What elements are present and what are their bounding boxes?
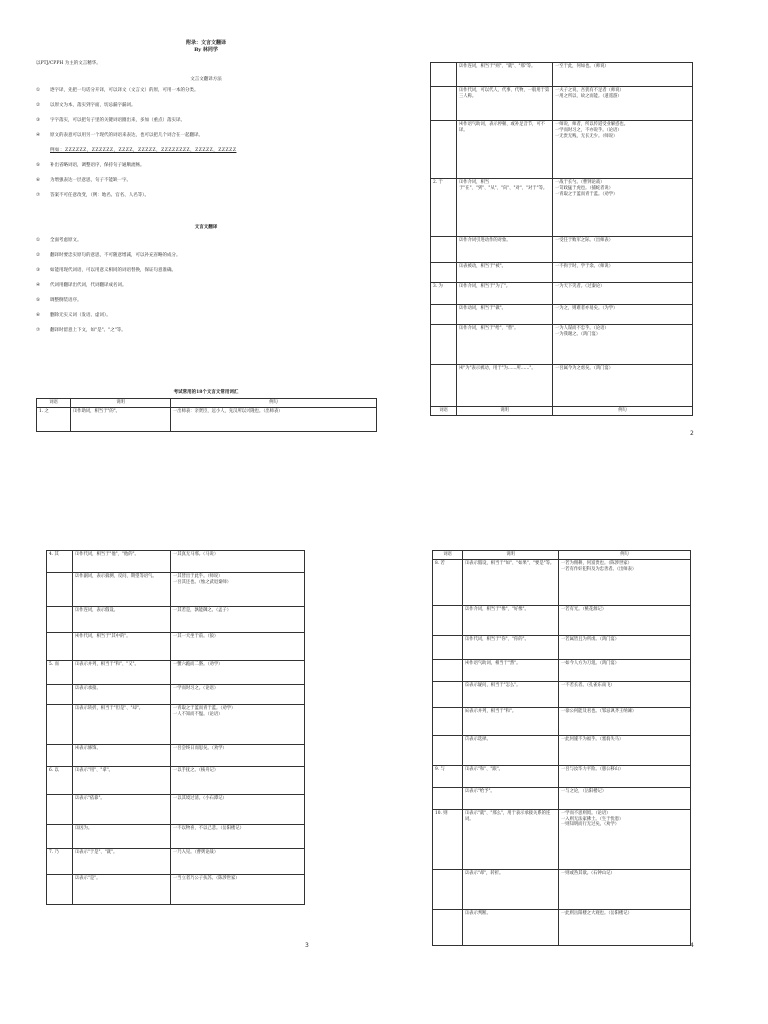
word-cell xyxy=(433,605,463,635)
list-item-number: ⑦ xyxy=(36,328,41,333)
example-cell: 一师说，师者，所以传道受业解惑也。 一学而时习之，不亦说乎。（论语） 一无贵无贱，无长无少。（师说） xyxy=(553,121,693,179)
example-cell: 一其真无马邪。（马说） xyxy=(171,551,305,573)
vocab-table-page3 xyxy=(46,550,305,905)
page-number: 4 xyxy=(690,942,694,949)
example-cell: 一不以物喜，不以己悲。（岳阳楼记） xyxy=(171,825,305,849)
description-cell: ⑺表示选择。 xyxy=(463,735,559,765)
example-cell: 一徐公何能及君也。（邹忌讽齐王纳谏） xyxy=(559,707,691,735)
list-item-text: 如能用现代词语，可以用意义相同的词语替换，保证句意准确。 xyxy=(50,268,176,273)
list-item-number: ⑥ xyxy=(36,313,41,318)
list-item-number: ⑥ xyxy=(36,178,41,183)
description-cell: ⑹表示并列，相当于"和"。 xyxy=(463,707,559,735)
page-number: 3 xyxy=(305,942,309,949)
table-row xyxy=(433,809,691,869)
table-row xyxy=(47,849,305,875)
col-header-word: 词语 xyxy=(37,399,71,408)
table-row xyxy=(433,659,691,681)
table-row xyxy=(47,795,305,825)
word-cell xyxy=(47,607,73,633)
list-item xyxy=(36,238,366,244)
table-row xyxy=(47,745,305,767)
list-item-text: 代词用翻译出代词，代词翻译成名词。 xyxy=(50,283,127,288)
word-cell xyxy=(433,659,463,681)
word-cell: 8. 若 xyxy=(433,559,463,605)
list-item xyxy=(36,313,366,319)
description-cell: ⑵作动词，相当于"做"。 xyxy=(457,305,553,325)
list-item-number: ① xyxy=(36,88,41,93)
table-row xyxy=(433,909,691,945)
word-cell xyxy=(431,87,457,121)
table-row xyxy=(431,283,693,305)
list-item xyxy=(36,298,366,304)
description-cell: ⑵表示"依靠"。 xyxy=(73,795,171,825)
description-cell: ⑴表示"就"、"那么"，用于表示承接关系的连词。 xyxy=(463,809,559,869)
word-cell xyxy=(433,735,463,765)
word-cell xyxy=(433,869,463,909)
word-cell: 5. 而 xyxy=(47,661,73,685)
list-item-number: ③ xyxy=(36,118,41,123)
word-cell xyxy=(433,787,463,809)
example-cell: 一学而时习之。（论语） xyxy=(171,685,305,705)
list-item-number: ④ xyxy=(36,133,41,138)
word-cell xyxy=(47,633,73,661)
table-row xyxy=(431,87,693,121)
example-cell: 一夫子之说，吾犹有不足者（师说） 一用之所以、故之而能。（逍遥游） xyxy=(553,87,693,121)
example-cell: 一出师表：亲贤臣，远小人，先汉所以兴隆也。（出师表） xyxy=(171,407,377,431)
description-cell: ⑶作介词，相当于"给"、"替"。 xyxy=(457,325,553,365)
vocab-table-page4 xyxy=(432,550,691,946)
word-cell: 10. 则 xyxy=(433,809,463,869)
example-cell: 一若属皆且为所虏。（鸿门宴） xyxy=(559,635,691,659)
example-cell: 一如今人方为刀俎。（鸿门宴） xyxy=(559,659,691,681)
document-page-2 xyxy=(430,60,700,440)
description-cell: ⑴表示并列，相当于"和"、"又"。 xyxy=(73,661,171,685)
vocab-table-page1 xyxy=(36,398,377,432)
word-cell xyxy=(431,237,457,263)
example-cell: 一不拘于时，学于余。（师说） xyxy=(553,263,693,283)
word-cell xyxy=(431,305,457,325)
description-cell: ⑶作代词，相当于"你"、"你的"。 xyxy=(463,635,559,659)
list-item-number: ② xyxy=(36,253,41,258)
table-row xyxy=(431,63,693,87)
word-cell: 1. 之 xyxy=(37,407,71,431)
list-item-number: ④ xyxy=(36,283,41,288)
description-cell: ⑶作连词，表示假设。 xyxy=(73,607,171,633)
col-header-word: 词语 xyxy=(433,551,463,560)
example-cell: 一不若长者。（孔雀东南飞） xyxy=(559,681,691,707)
word-cell xyxy=(431,263,457,283)
table-row xyxy=(433,635,691,659)
description-cell: ⑶因为。 xyxy=(73,825,171,849)
table-row xyxy=(431,263,693,283)
description-cell: ⑵作副词，表示揣测、反问、期望等语气。 xyxy=(73,573,171,607)
col-header-example: 例句 xyxy=(171,399,377,408)
description-cell: ⑵作介词，相当于"像"、"好像"。 xyxy=(463,605,559,635)
example-cell: 一至于此，何如也。（师说） xyxy=(553,63,693,87)
word-cell: 9. 与 xyxy=(433,765,463,787)
intro-text: 以PTJ/CPPH 为主的文言精华。 xyxy=(36,61,101,66)
list-item xyxy=(36,268,366,274)
list-item xyxy=(36,253,366,259)
description-cell: ⑴作介词，相当于"为了"。 xyxy=(457,283,553,305)
word-cell xyxy=(47,745,73,767)
table-row xyxy=(431,179,693,237)
list-item-number: ③ xyxy=(36,268,41,273)
table-row xyxy=(47,825,305,849)
word-cell xyxy=(47,825,73,849)
list-item-number: ② xyxy=(36,103,41,108)
word-cell xyxy=(47,795,73,825)
vocab-table-page2 xyxy=(430,62,693,416)
col-header-word: 词语 xyxy=(431,407,457,416)
list-item-text: 以原文为本，落实到字面，切忌漏字漏词。 xyxy=(50,103,136,108)
example-cell: 一其皆出于此乎。（师说） 一吾其还也。（烛之武退秦师） xyxy=(171,573,305,607)
example-cell: 一其一犬坐于前。（狼） xyxy=(171,633,305,661)
word-cell xyxy=(433,909,463,945)
document-page-1 xyxy=(36,36,376,456)
list-item xyxy=(36,133,366,139)
list-item-number: ⑤ xyxy=(36,298,41,303)
description-cell: ⑵表示承接。 xyxy=(73,685,171,705)
description-cell: ⑴作助词，相当于"的"。 xyxy=(71,407,171,431)
example-cell: 一吾与汝毕力平险。（愚公移山） xyxy=(559,765,691,787)
section-heading-method: 文言文翻译方法 xyxy=(190,77,222,82)
example-cell: 一若有光。（桃花源记） xyxy=(559,605,691,635)
list-item-number: ① xyxy=(36,238,41,243)
word-cell: 6. 以 xyxy=(47,767,73,795)
list-item-text: 原文的表意可以用另一个现代的词语来表达，也可以把几个词合在一起翻译。 xyxy=(50,133,203,138)
list-item xyxy=(36,163,366,169)
description-cell: ⑵表示"却"，转折。 xyxy=(463,869,559,909)
table-row xyxy=(433,869,691,909)
description-cell: ⑴作代词，相当于"他"、"他的"。 xyxy=(73,551,171,573)
table-title: 考试常用的18个文言文常用词汇 xyxy=(173,390,239,395)
list-item-text: 删除无实义词（发语、虚词）。 xyxy=(50,313,111,318)
example-cell: 一为天下笑者。（过秦论） xyxy=(553,283,693,305)
list-item-number: ⑤ xyxy=(36,163,41,168)
example-cell: 一为人谋而不忠乎。（论语） 一为我谢之。（鸿门宴） xyxy=(553,325,693,365)
list-item-text: 翻译时留意上下文，如"是"、"之"等。 xyxy=(50,328,126,333)
word-cell xyxy=(47,705,73,745)
description-cell: ⑵作介词引进动作的对象。 xyxy=(457,237,553,263)
list-item xyxy=(36,193,366,199)
word-cell xyxy=(433,707,463,735)
list-item-text: 补出省略词语，调整语序，保持句子通顺流畅。 xyxy=(50,163,145,168)
list-item-number: ⑦ xyxy=(36,193,41,198)
table-row xyxy=(47,551,305,573)
example-cell: 一与之论，（岳阳楼记） xyxy=(559,787,691,809)
description-cell: ⑵作连词，相当于"则"、"就"、"那"等。 xyxy=(457,63,553,87)
example-cell: 一其若是，孰能御之。（孟子） xyxy=(171,607,305,633)
description-cell: ⑶表被动，相当于"被"。 xyxy=(457,263,553,283)
description-cell: ⑶作代词，可以代人、代事、代物，一般用于第三人称。 xyxy=(457,87,553,121)
description-cell: ⑷作语气助词，相当于"然"。 xyxy=(463,659,559,681)
list-item xyxy=(36,178,366,184)
example-cell: 一以其境过清。（小石潭记） xyxy=(171,795,305,825)
table-row xyxy=(433,559,691,605)
example-cell: 一学而不思则罔。（论语） 一入则无法家拂士。（生于忧患） 一则知明而行无过矣。（劝学） xyxy=(559,809,691,869)
col-header-desc: 说明 xyxy=(71,399,171,408)
page-title xyxy=(36,40,376,54)
table-row xyxy=(431,365,693,407)
document-page-4 xyxy=(430,548,700,948)
word-cell: 7. 乃 xyxy=(47,849,73,875)
principle-list xyxy=(36,238,366,343)
example-cell: 一此何遽不为福乎。（塞翁失马） xyxy=(559,735,691,765)
example-cell: 一乃入见。（曹刿论战） xyxy=(171,849,305,875)
description-cell: ⑶表示转折，相当于"但是"、"却"。 xyxy=(73,705,171,745)
table-row xyxy=(431,305,693,325)
col-header-example: 例句 xyxy=(553,407,693,416)
description-cell: ⑵表示"给予"。 xyxy=(463,787,559,809)
page-number: 2 xyxy=(690,430,694,437)
list-item-text: 翻译时要忠实原句的意思，不可随意增减，可以补充省略的成分。 xyxy=(50,253,181,258)
word-cell xyxy=(47,875,73,905)
word-cell xyxy=(433,635,463,659)
table-row xyxy=(433,787,691,809)
section-heading-principle: 文言文翻译 xyxy=(194,225,218,230)
table-row xyxy=(47,875,305,905)
list-item xyxy=(36,118,366,124)
description-cell: ⑴表示假设，相当于"如"、"如果"、"要是"等。 xyxy=(463,559,559,605)
example-cell: 一青取之于蓝而青于蓝。（劝学） 一人不知而不愠。（论语） xyxy=(171,705,305,745)
table-row xyxy=(47,607,305,633)
list-item xyxy=(36,103,366,109)
table-row xyxy=(431,325,693,365)
table-row xyxy=(433,735,691,765)
table-row xyxy=(433,765,691,787)
example-cell: 一吾属今为之虏矣。（鸿门宴） xyxy=(553,365,693,407)
description-cell: ⑷作语气助词，表示停顿、或补足音节，可不译。 xyxy=(457,121,553,179)
list-item-text: 字字落实，可以把句子里的关键词语圈出来，多加（重点）落实译。 xyxy=(50,118,185,123)
example-cell: 一以手抚之。（核舟记） xyxy=(171,767,305,795)
description-cell: ⑷作代词，相当于"其中的"。 xyxy=(73,633,171,661)
example-cell: 一受任于败军之际。（出师表） xyxy=(553,237,693,263)
example-cell: 一蟹六跪而二螯。（劝学） xyxy=(171,661,305,685)
table-row xyxy=(47,633,305,661)
subtitle-text: By 林同学 xyxy=(194,47,218,53)
description-cell: ⑴表示"于是"、"就"。 xyxy=(73,849,171,875)
description-cell: ⑴表示"和"、"跟"。 xyxy=(463,765,559,787)
example-cell: 一为之，则难者亦易矣。（为学） xyxy=(553,305,693,325)
table-row xyxy=(37,407,377,431)
word-cell xyxy=(433,681,463,707)
list-item-text: 例如：ZZZZZZ，ZZZZZZ，ZZZZ，ZZZZZ，ZZZZZZZZ，ZZZZZ，ZZZZZ xyxy=(50,148,237,153)
table-row xyxy=(47,573,305,607)
list-item xyxy=(36,88,366,94)
table-row xyxy=(47,661,305,685)
example-cell: 一战于长勺。（曹刿论战） 一苛政猛于虎也。（捕蛇者说） 一青取之于蓝而青于蓝。（劝学） xyxy=(553,179,693,237)
table-row xyxy=(47,685,305,705)
word-cell xyxy=(431,121,457,179)
table-row xyxy=(433,681,691,707)
table-row xyxy=(47,767,305,795)
list-item-text: 调整倒装语序。 xyxy=(50,298,82,303)
document-page-3 xyxy=(46,548,316,948)
col-header-desc: 说明 xyxy=(463,551,559,560)
word-cell: 2. 于 xyxy=(431,179,457,237)
list-item xyxy=(36,328,366,334)
description-cell: ⑷"为"表示被动，用于"为……所……"。 xyxy=(457,365,553,407)
table-row xyxy=(433,605,691,635)
list-item-text: 逐字译，先把一句话分开译，可以译文（文言文）的原，可用一本的分类。 xyxy=(50,88,199,93)
table-row xyxy=(431,121,693,179)
description-cell: ⑴表示"用"、"拿"。 xyxy=(73,767,171,795)
word-cell xyxy=(431,365,457,407)
table-row xyxy=(433,707,691,735)
word-cell xyxy=(431,63,457,87)
col-header-example: 例句 xyxy=(559,551,691,560)
list-item xyxy=(36,148,366,154)
example-cell: 一此则岳阳楼之大观也。（岳阳楼记） xyxy=(559,909,691,945)
col-header-desc: 说明 xyxy=(457,407,553,416)
list-item-text: 答案不可任意改变，（例：地名、官名、人名等）。 xyxy=(50,193,149,198)
description-cell: ⑵表示"是"。 xyxy=(73,875,171,905)
table-row xyxy=(47,705,305,745)
word-cell xyxy=(47,685,73,705)
description-cell: ⑸表示疑问，相当于"怎么"。 xyxy=(463,681,559,707)
list-item-text: 为增强表达一层意思，句子不能缺一字。 xyxy=(50,178,131,183)
word-cell: 3. 为 xyxy=(431,283,457,305)
example-cell: 一则或咎其欲。（石钟山记） xyxy=(559,869,691,909)
description-cell: ⑷表示修饰。 xyxy=(73,745,171,767)
description-cell: ⑶表示判断。 xyxy=(463,909,559,945)
list-item xyxy=(36,283,366,289)
title-text: 附录：文言文翻译 xyxy=(185,40,226,46)
description-cell: ⑴作介词，相当于"在"、"到"、"从"、"向"、"对"、"对于"等。 xyxy=(457,179,553,237)
word-cell xyxy=(431,325,457,365)
example-cell: 一吾尝终日而思矣。（劝学） xyxy=(171,745,305,767)
word-cell: 4. 其 xyxy=(47,551,73,573)
list-item-text: 全面考虑原文。 xyxy=(50,238,82,243)
example-cell: 一若为佣耕，何富贵也。（陈涉世家） 一若有作奸犯科及为忠善者。（出师表） xyxy=(559,559,691,605)
example-cell: 一当立者乃公子扶苏。（陈涉世家） xyxy=(171,875,305,905)
table-row xyxy=(431,237,693,263)
method-list xyxy=(36,88,366,208)
word-cell xyxy=(47,573,73,607)
